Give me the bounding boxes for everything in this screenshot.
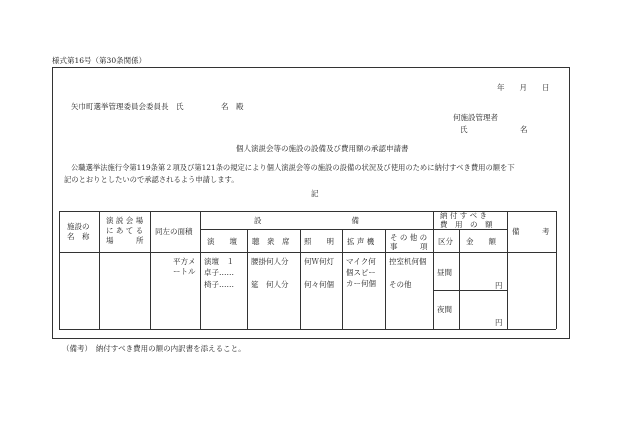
header-venue-3: 場 所 — [106, 236, 144, 245]
header-venue-2: に あ て る — [106, 226, 144, 235]
lighting-value-1: 何Ｗ何灯 — [304, 257, 334, 266]
header-other-1: そ の 他 の — [390, 233, 428, 242]
area-value-2: ートル — [173, 267, 196, 276]
seats-value-1: 腰掛何人分 — [251, 257, 289, 266]
body-text-line-2: 記のとおりとしたいので承認されるよう申請します。 — [64, 175, 239, 184]
remarks-note: （備考） 納付すべき費用の額の内訳書を添えること。 — [62, 344, 246, 353]
col-divider-4 — [247, 229, 248, 329]
lighting-value-3: 何々何個 — [304, 280, 334, 289]
col-divider-2 — [150, 211, 151, 329]
col-divider-9 — [459, 229, 460, 329]
header-facility-name-1: 施設の — [67, 222, 90, 231]
form-number: 様式第16号（第30条関係） — [52, 56, 147, 65]
header-division: 区分 — [438, 237, 453, 246]
equipment-header-line — [200, 229, 433, 230]
header-lighting: 照 明 — [304, 237, 334, 246]
header-seats: 聴 衆 席 — [252, 237, 290, 246]
col-divider-1 — [99, 211, 100, 329]
date-line: 年 月 日 — [497, 83, 550, 92]
header-other-2: 事 項 — [390, 242, 428, 251]
header-speaker: 拡 声 機 — [347, 237, 375, 246]
col-divider-7 — [385, 229, 386, 329]
other-value-1: 控室机何個 — [389, 257, 427, 266]
speaker-value-2: 個スピー — [346, 268, 376, 277]
col-divider-5 — [300, 229, 301, 329]
col-divider-8 — [433, 211, 434, 329]
table-left-border — [59, 211, 60, 329]
col-divider-6 — [342, 229, 343, 329]
night-yen: 円 — [495, 318, 503, 327]
header-venue-1: 演 説 会 場 — [106, 216, 144, 225]
speaker-value-3: カー何個 — [346, 279, 376, 288]
col-divider-3 — [200, 211, 201, 329]
other-value-3: その他 — [389, 280, 412, 289]
table-right-border — [556, 211, 557, 329]
day-yen: 円 — [495, 281, 503, 290]
body-text-line-1: 公職選挙法施行令第119条第２項及び第121条の規定により個人演説会等の施設の設備の状況及び使用のために納付すべき費用の額を下 — [71, 163, 515, 172]
stage-value-1: 演壇 １ — [204, 257, 234, 266]
applicant-name: 氏 名 — [460, 125, 528, 134]
addressee: 矢巾町選挙管理委員会委員長 氏 名 殿 — [71, 102, 244, 111]
header-equipment: 設 備 — [254, 216, 359, 225]
day-label: 昼間 — [437, 268, 452, 277]
header-bottom-line — [59, 252, 556, 253]
seats-value-3: 筵 何人分 — [251, 280, 289, 289]
header-fee-2: 費 用 の 額 — [440, 220, 493, 229]
stage-value-2: 卓子…… — [204, 268, 234, 277]
header-remarks: 備 考 — [512, 227, 550, 236]
header-amount: 金 額 — [466, 237, 496, 246]
stage-value-3: 椅子…… — [204, 280, 234, 289]
col-divider-10 — [507, 211, 508, 329]
header-stage: 演 壇 — [207, 237, 237, 246]
header-fee-1: 納 付 す べ き — [440, 211, 488, 220]
table-bottom-border — [59, 329, 556, 330]
area-value-1: 平方メ — [173, 257, 196, 266]
ki-label: 記 — [311, 189, 319, 198]
applicant-title: 何施設管理者 — [453, 113, 498, 122]
speaker-value-1: マイク何 — [346, 257, 376, 266]
header-area: 同左の面積 — [155, 227, 193, 236]
night-label: 夜間 — [437, 305, 452, 314]
header-facility-name-2: 名 称 — [67, 232, 90, 241]
document-title: 個人演説会等の施設の設備及び費用額の承認申請書 — [236, 144, 409, 153]
